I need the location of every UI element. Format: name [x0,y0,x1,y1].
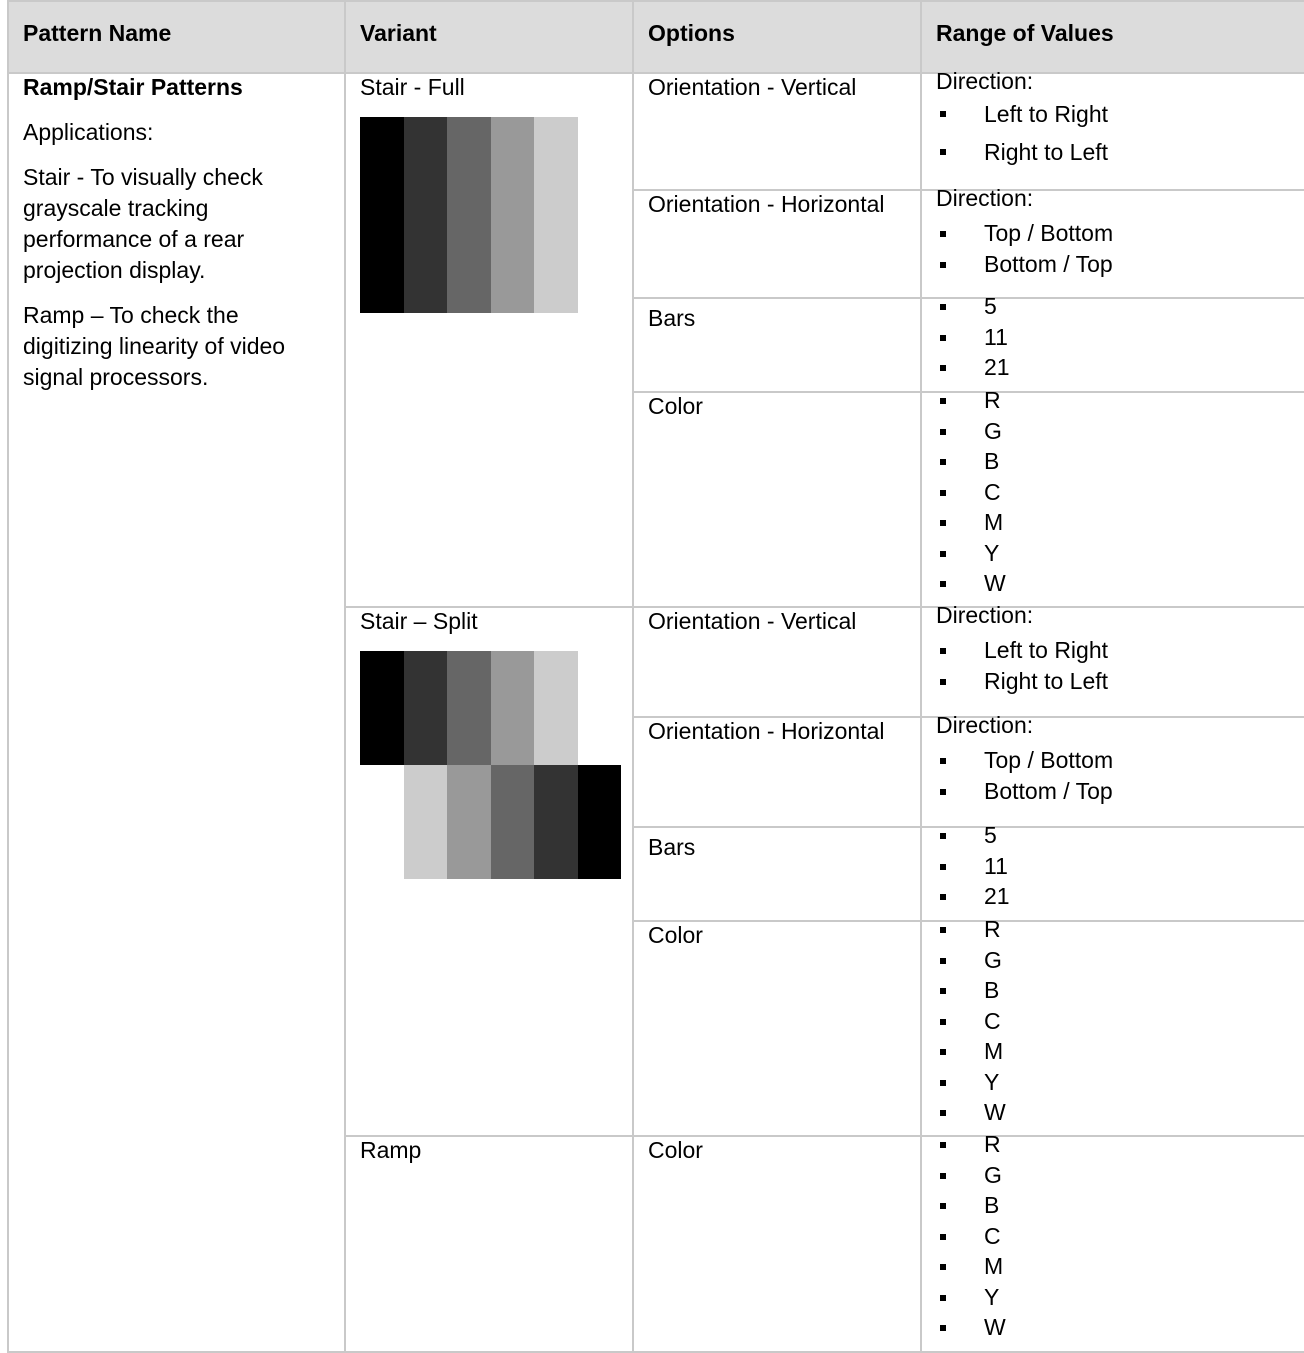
direction-list [936,635,1290,696]
list-item: Right to Left [936,666,1290,697]
range-direction-horizontal [921,185,1304,298]
pattern-table [7,0,1304,1353]
color-list [936,385,1290,599]
list-item: R [936,385,1290,416]
gray-step-bar [578,117,622,313]
applications-label: Applications: [23,119,154,145]
range-direction-vertical [921,68,1304,190]
gray-step-bar [360,117,404,313]
gray-step-bar [534,651,578,765]
direction-label: Direction: [936,712,1034,738]
option-bars [633,827,921,921]
list-item: Left to Right [936,95,1290,133]
option-label: Orientation - Vertical [648,74,857,100]
bars-list [936,820,1290,912]
gray-step-bar [404,651,448,765]
range-color [921,916,1304,1136]
list-item: R [936,1129,1290,1160]
option-color [633,392,921,607]
variant-stair-full-cell [345,73,633,607]
list-item: C [936,1006,1290,1037]
list-item: R [936,914,1290,945]
pattern-title: Ramp/Stair Patterns [23,74,243,100]
option-label: Bars [648,305,696,331]
list-item: 11 [936,851,1290,882]
gray-step-bar [534,765,578,879]
color-list [936,914,1290,1128]
range-bars [921,293,1304,392]
direction-list [936,218,1290,279]
bars-list [936,291,1290,383]
option-color [633,921,921,1136]
list-item: W [936,1312,1290,1343]
pattern-name-cell [8,73,345,1352]
gray-step-bar [578,651,622,765]
option-label: Color [648,393,703,419]
direction-list [936,95,1290,171]
list-item: Y [936,1282,1290,1313]
list-item: M [936,1036,1290,1067]
list-item: Top / Bottom [936,745,1290,776]
option-orientation-horizontal [633,190,921,298]
table-row [8,73,1304,190]
list-item: Y [936,538,1290,569]
header-options: Options [633,1,921,73]
header-variant: Variant [345,1,633,73]
gray-step-bar [447,117,491,313]
option-label: Orientation - Horizontal [648,718,885,744]
list-item: C [936,477,1290,508]
list-item: M [936,507,1290,538]
ramp-description: Ramp – To check the digitizing linearity of video signal processors. [23,302,286,390]
list-item: B [936,975,1290,1006]
list-item: 11 [936,322,1290,353]
variant-stair-split-label: Stair – Split [360,608,478,634]
header-row [8,1,1304,73]
option-label: Orientation - Vertical [648,608,857,634]
option-orientation-vertical [633,607,921,717]
range-color [921,1131,1304,1352]
option-orientation-horizontal [633,717,921,827]
option-bars [633,298,921,392]
swatch-row-top [360,651,621,765]
list-item: M [936,1251,1290,1282]
list-item: 5 [936,820,1290,851]
gray-step-bar [404,765,448,879]
range-direction-horizontal [921,712,1304,827]
gray-step-bar [447,651,491,765]
header-pattern-name: Pattern Name [8,1,345,73]
list-item: C [936,1221,1290,1252]
color-list [936,1129,1290,1343]
list-item: W [936,568,1290,599]
list-item: Right to Left [936,133,1290,171]
variant-stair-full-label: Stair - Full [360,74,465,100]
list-item: 21 [936,881,1290,912]
list-item: Y [936,1067,1290,1098]
gray-step-bar [578,765,622,879]
option-label: Color [648,922,703,948]
direction-list [936,745,1290,806]
list-item: B [936,1190,1290,1221]
gray-step-bar [360,651,404,765]
gray-step-bar [534,117,578,313]
list-item: Top / Bottom [936,218,1290,249]
option-orientation-vertical [633,73,921,190]
option-label: Bars [648,834,696,860]
list-item: G [936,1160,1290,1191]
option-label: Orientation - Horizontal [648,191,885,217]
stair-description: Stair - To visually check grayscale tracking performance of a rear projection display. [23,164,263,283]
swatch-row [360,117,621,313]
list-item: G [936,416,1290,447]
list-item: Bottom / Top [936,249,1290,280]
list-item: Left to Right [936,635,1290,666]
gray-step-bar [404,117,448,313]
direction-label: Direction: [936,68,1034,94]
gray-step-bar [491,651,535,765]
list-item: 5 [936,291,1290,322]
gray-step-bar [360,765,404,879]
swatch-row-bottom [360,765,621,879]
direction-label: Direction: [936,185,1034,211]
stair-split-swatch [360,651,621,879]
direction-label: Direction: [936,602,1034,628]
range-direction-vertical [921,602,1304,717]
header-range-of-values: Range of Values [921,1,1304,73]
option-color [633,1136,921,1352]
variant-ramp-cell [345,1136,633,1352]
gray-step-bar [491,117,535,313]
list-item: B [936,446,1290,477]
gray-step-bar [491,765,535,879]
list-item: Bottom / Top [936,776,1290,807]
list-item: W [936,1097,1290,1128]
list-item: G [936,945,1290,976]
range-bars [921,822,1304,921]
option-label: Color [648,1137,703,1163]
variant-stair-split-cell [345,607,633,1136]
gray-step-bar [447,765,491,879]
variant-ramp-label: Ramp [360,1137,422,1163]
stair-full-swatch [360,117,621,313]
range-color [921,387,1304,607]
list-item: 21 [936,352,1290,383]
